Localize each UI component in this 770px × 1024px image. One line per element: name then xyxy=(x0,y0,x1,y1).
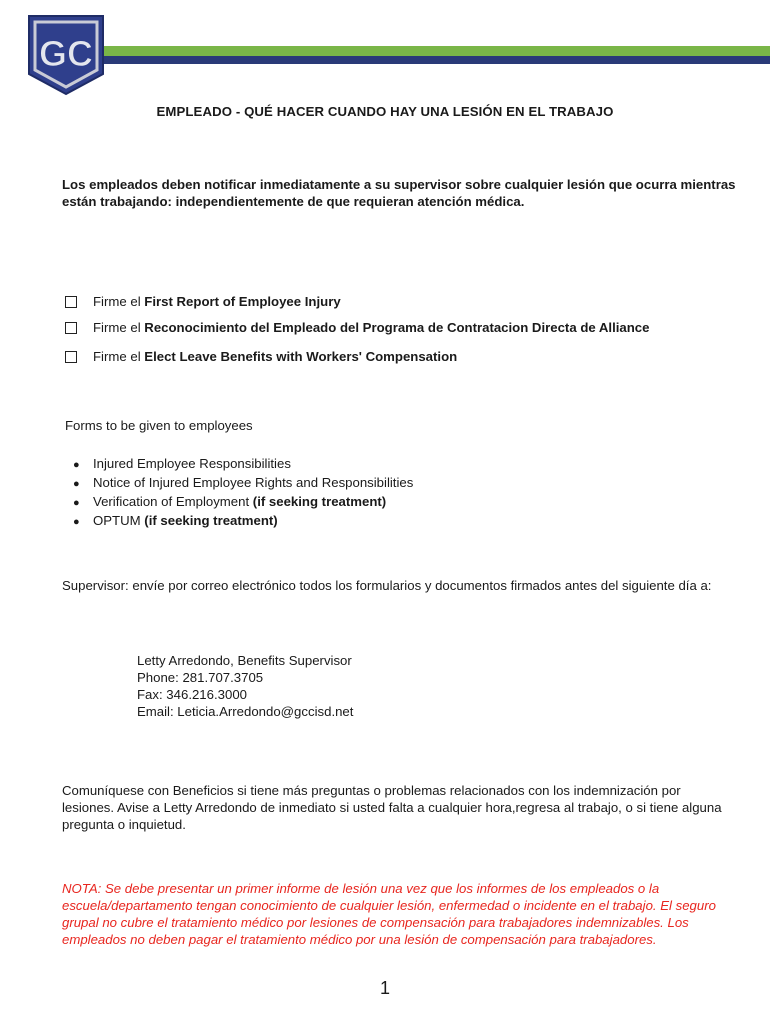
list-item-text: OPTUM xyxy=(93,513,145,528)
forms-heading: Forms to be given to employees xyxy=(65,418,253,433)
checklist-form-name: Elect Leave Benefits with Workers' Compensation xyxy=(144,349,458,364)
checklist-form-name: Reconocimiento del Empleado del Programa de Contratacion Directa de Alliance xyxy=(144,320,650,335)
supervisor-instruction: Supervisor: envíe por correo electrónico todos los formularios y documentos firmados antes del siguiente día a: xyxy=(62,578,712,593)
checklist-prefix: Firme el xyxy=(93,320,145,335)
checkbox[interactable] xyxy=(65,351,77,363)
list-item-note: (if seeking treatment) xyxy=(252,494,387,509)
checklist-prefix: Firme el xyxy=(93,349,145,364)
checklist-form-name: First Report of Employee Injury xyxy=(144,294,341,309)
checklist-item xyxy=(65,320,649,335)
bullet-icon: ● xyxy=(73,478,80,490)
bullet-icon: ● xyxy=(73,459,80,471)
contact-block xyxy=(137,652,353,720)
list-item xyxy=(73,474,413,493)
contact-phone: Phone: 281.707.3705 xyxy=(137,670,264,685)
page-number: 1 xyxy=(379,978,390,998)
checkbox[interactable] xyxy=(65,322,77,334)
intro-paragraph: Los empleados deben notificar inmediatamente a su supervisor sobre cualquier lesión que ocurra mientras están trabajando: independientemente de que requieran atención médica. xyxy=(62,177,736,209)
list-item-note: (if seeking treatment) xyxy=(144,513,278,528)
list-item-text: Notice of Injured Employee Rights and Responsibilities xyxy=(93,475,414,490)
bullet-icon: ● xyxy=(73,497,80,509)
contact-name: Letty Arredondo, Benefits Supervisor xyxy=(137,653,352,668)
checklist-item xyxy=(65,349,457,364)
list-item-text: Injured Employee Responsibilities xyxy=(93,456,291,471)
gc-logo-icon xyxy=(27,14,105,96)
contact-fax: Fax: 346.216.3000 xyxy=(137,687,247,702)
list-item xyxy=(73,512,413,531)
forms-list xyxy=(73,455,413,531)
contact-email: Email: Leticia.Arredondo@gccisd.net xyxy=(137,704,354,719)
checkbox[interactable] xyxy=(65,296,77,308)
logo-lettering: GC xyxy=(39,33,93,74)
header-navy-stripe xyxy=(104,56,770,64)
bullet-icon: ● xyxy=(73,516,80,528)
nota-paragraph: NOTA: Se debe presentar un primer informe de lesión una vez que los informes de los empleados o la escuela/departamento tengan conocimiento de cualquier lesión, enfermedad o incidente en el trabajo. El seguro grupal no cubre el tratamiento médico por lesiones de compensación para trabajadores indemnizables. Los empleados no deben pagar el tratamiento médico por una lesión de compensación para trabajadores. xyxy=(62,881,716,947)
list-item xyxy=(73,455,413,474)
list-item xyxy=(73,493,413,512)
page-title: EMPLEADO - QUÉ HACER CUANDO HAY UNA LESIÓN EN EL TRABAJO xyxy=(156,104,614,119)
header-green-stripe xyxy=(104,46,770,56)
checklist-prefix: Firme el xyxy=(93,294,145,309)
list-item-text: Verification of Employment xyxy=(93,494,253,509)
checklist-item xyxy=(65,294,341,309)
communique-paragraph: Comuníquese con Beneficios si tiene más preguntas o problemas relacionados con los indemnización por lesiones. Avise a Letty Arredondo de inmediato si usted falta a cualquier hora,regresa al trabajo, o si tiene alguna pregunta o inquietud. xyxy=(62,783,722,832)
